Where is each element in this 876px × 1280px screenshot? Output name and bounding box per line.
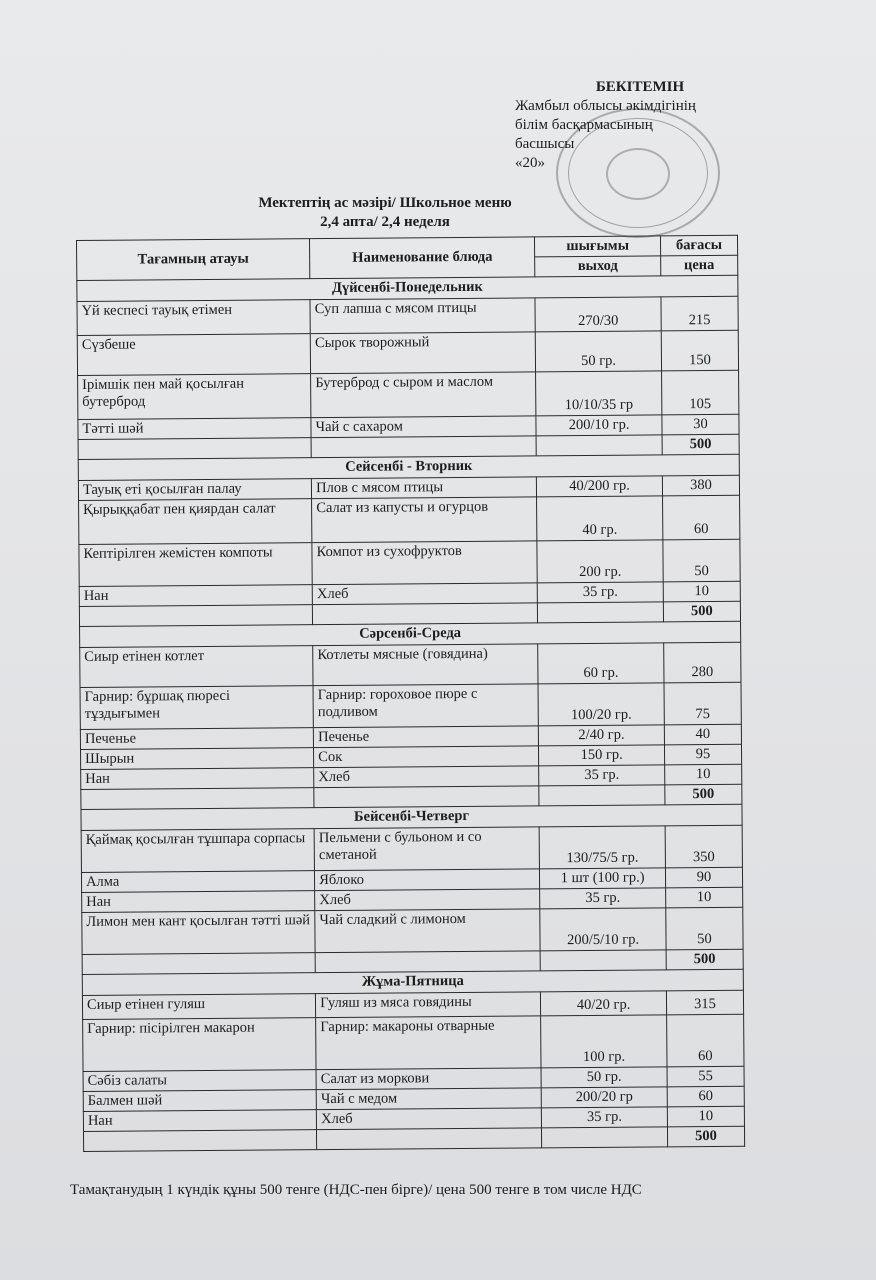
dish-name-kz: Нан: [81, 768, 314, 790]
empty-cell: [536, 435, 662, 456]
dish-yield: 200 гр.: [537, 540, 663, 583]
dish-name-kz: Қырыққабат пен қиярдан салат: [79, 499, 313, 545]
dish-price: 350: [665, 825, 742, 868]
dish-yield: 100 гр.: [541, 1015, 667, 1068]
dish-name-kz: Лимон мен кант қосылған тәтті шәй: [82, 911, 315, 955]
column-header-price-kz: бағасы: [660, 235, 737, 256]
dish-name-ru: Плов с мясом птицы: [312, 477, 537, 499]
dish-name-ru: Гарнир: макароны отварные: [316, 1016, 541, 1070]
day-name: Бейсенбі-Четверг: [81, 804, 742, 830]
menu-item-row: [79, 539, 740, 586]
column-header-name-kz: Тағамның атауы: [77, 239, 310, 281]
dish-price: 105: [661, 370, 738, 415]
dish-price: 380: [662, 475, 739, 496]
dish-price: 60: [662, 495, 739, 540]
dish-yield: 35 гр.: [537, 582, 663, 603]
menu-item-row: [77, 296, 738, 335]
dish-yield: 200/10 гр.: [536, 415, 662, 436]
dish-yield: 100/20 гр.: [538, 683, 664, 726]
empty-cell: [84, 1130, 317, 1152]
dish-price: 95: [664, 744, 741, 765]
approval-dept-line: білім басқармасының: [515, 117, 653, 133]
dish-name-kz: Сиыр етінен котлет: [80, 646, 313, 688]
approval-date-line: «20»: [515, 155, 545, 171]
dish-name-ru: Бутерброд с сыром и маслом: [311, 372, 536, 418]
dish-name-kz: Печенье: [80, 728, 313, 750]
dish-name-ru: Хлеб: [317, 1108, 542, 1130]
menu-body: [77, 275, 745, 1151]
dish-yield: 270/30: [535, 297, 661, 332]
approval-head-line: басшысы: [515, 136, 575, 152]
dish-name-ru: Котлеты мясные (говядина): [313, 644, 538, 686]
dish-name-kz: Сәбіз салаты: [83, 1070, 316, 1092]
dish-yield: 200/20 гр: [541, 1087, 667, 1108]
dish-name-ru: Хлеб: [315, 889, 540, 911]
dish-yield: 40 гр.: [537, 496, 663, 541]
dish-name-ru: Хлеб: [312, 583, 537, 605]
empty-cell: [540, 950, 666, 971]
document-title: [200, 194, 570, 232]
dish-yield: 130/75/5 гр.: [539, 826, 665, 869]
column-header-name-ru: Наименование блюда: [310, 237, 535, 279]
approval-block: [515, 78, 735, 173]
dish-name-kz: Алма: [81, 871, 314, 893]
column-header-price-ru: цена: [661, 255, 738, 276]
dish-price: 150: [661, 330, 738, 371]
day-total: 500: [663, 601, 740, 622]
empty-cell: [78, 438, 311, 460]
dish-name-kz: Нан: [79, 585, 312, 607]
dish-name-ru: Салат из капусты и огурцов: [312, 497, 537, 543]
dish-yield: 10/10/35 гр: [536, 371, 662, 416]
dish-name-kz: Кептірілген жемістен компоты: [79, 543, 312, 587]
empty-cell: [315, 951, 540, 973]
dish-price: 10: [667, 1106, 744, 1127]
empty-cell: [313, 603, 538, 625]
dish-name-kz: Ірімшік пен май қосылған бутерброд: [78, 374, 312, 420]
dish-name-ru: Чай с сахаром: [311, 416, 536, 438]
menu-item-row: [83, 1014, 744, 1071]
menu-week: 2,4 апта/ 2,4 неделя: [320, 214, 450, 230]
dish-name-kz: Нан: [83, 1110, 316, 1132]
dish-name-ru: Гарнир: гороховое пюре с подливом: [313, 684, 538, 728]
dish-name-ru: Салат из моркови: [316, 1068, 541, 1090]
dish-yield: 50 гр.: [535, 331, 661, 372]
empty-cell: [538, 602, 664, 623]
empty-cell: [81, 788, 314, 810]
dish-name-kz: Үй кеспесі тауық етімен: [77, 300, 310, 336]
dish-name-kz: Сүзбеше: [77, 334, 310, 376]
dish-name-kz: Шырын: [81, 748, 314, 770]
dish-name-kz: Қаймақ қосылған тұшпара сорпасы: [81, 829, 314, 873]
day-name: Жұма-Пятница: [82, 969, 743, 995]
dish-name-kz: Нан: [82, 891, 315, 913]
empty-cell: [317, 1128, 542, 1150]
dish-yield: 35 гр.: [539, 765, 665, 786]
dish-name-ru: Суп лапша с мясом птицы: [310, 298, 535, 334]
dish-price: 10: [665, 764, 742, 785]
column-header-yield-kz: шығымы: [535, 236, 661, 257]
menu-item-row: [80, 642, 741, 687]
dish-name-ru: Яблоко: [315, 869, 540, 891]
day-name: Сейсенбі - Вторник: [78, 454, 739, 480]
approval-title: БЕКІТЕМІН: [595, 79, 685, 95]
dish-name-ru: Пельмени с бульоном и со сметаной: [314, 827, 539, 871]
dish-name-ru: Хлеб: [314, 766, 539, 788]
column-header-yield-ru: выход: [535, 256, 661, 277]
day-name: Дүйсенбі-Понедельник: [77, 275, 738, 301]
dish-price: 60: [667, 1014, 744, 1067]
day-total-row: [84, 1126, 745, 1151]
dish-price: 40: [664, 724, 741, 745]
day-total: 500: [666, 949, 743, 970]
dish-name-ru: Гуляш из мяса говядины: [316, 992, 541, 1018]
dish-yield: 200/5/10 гр.: [540, 908, 666, 951]
dish-yield: 50 гр.: [541, 1067, 667, 1088]
dish-name-ru: Чай с медом: [316, 1088, 541, 1110]
dish-yield: 2/40 гр.: [539, 725, 665, 746]
menu-table: [76, 235, 745, 1152]
price-footer-note: Тамақтанудың 1 күндік құны 500 тенге (НДС-пен бірге)/ цена 500 тенге в том числе НДС: [70, 1182, 642, 1198]
dish-price: 280: [664, 642, 741, 683]
day-name: Сәрсенбі-Среда: [80, 621, 741, 647]
dish-yield: 60 гр.: [538, 643, 664, 684]
menu-item-row: [80, 682, 741, 729]
dish-yield: 35 гр.: [542, 1107, 668, 1128]
dish-name-ru: Печенье: [314, 726, 539, 748]
dish-name-ru: Сырок творожный: [310, 332, 535, 374]
dish-name-kz: Гарнир: бұршақ пюресі тұздығымен: [80, 686, 313, 730]
menu-item-row: [79, 495, 740, 544]
dish-yield: 1 шт (100 гр.): [540, 868, 666, 889]
dish-name-kz: Тәтті шәй: [78, 418, 311, 440]
day-total: 500: [662, 434, 739, 455]
menu-title: Мектептің ас мәзірі/ Школьное меню: [258, 195, 512, 211]
dish-price: 55: [667, 1066, 744, 1087]
empty-cell: [311, 436, 536, 458]
dish-yield: 40/200 гр.: [537, 476, 663, 497]
empty-cell: [314, 786, 539, 808]
menu-item-row: [81, 825, 742, 872]
dish-price: 30: [662, 414, 739, 435]
approval-org-line: Жамбыл облысы әкімдігінің: [515, 98, 696, 114]
dish-price: 50: [666, 907, 743, 950]
dish-price: 90: [665, 867, 742, 888]
dish-price: 315: [666, 990, 743, 1015]
dish-yield: 35 гр.: [540, 888, 666, 909]
empty-cell: [539, 785, 665, 806]
day-total: 500: [667, 1126, 744, 1147]
dish-name-kz: Балмен шәй: [83, 1090, 316, 1112]
dish-yield: 40/20 гр.: [541, 991, 667, 1016]
dish-price: 10: [666, 887, 743, 908]
dish-name-kz: Тауық еті қосылған палау: [78, 479, 311, 501]
dish-name-ru: Компот из сухофруктов: [312, 541, 537, 585]
dish-name-ru: Сок: [314, 746, 539, 768]
menu-item-row: [82, 907, 743, 954]
dish-price: 10: [663, 581, 740, 602]
empty-cell: [79, 605, 312, 627]
empty-cell: [82, 953, 315, 975]
dish-price: 60: [667, 1086, 744, 1107]
day-total: 500: [665, 784, 742, 805]
menu-item-row: [77, 330, 738, 375]
dish-name-ru: Чай сладкий с лимоном: [315, 909, 540, 953]
menu-item-row: [78, 370, 739, 419]
dish-price: 75: [664, 682, 741, 725]
empty-cell: [542, 1127, 668, 1148]
dish-price: 215: [661, 296, 738, 331]
dish-name-kz: Сиыр етінен гуляш: [82, 994, 315, 1020]
dish-yield: 150 гр.: [539, 745, 665, 766]
dish-price: 50: [663, 539, 740, 582]
dish-name-kz: Гарнир: пісірілген макарон: [83, 1018, 317, 1072]
